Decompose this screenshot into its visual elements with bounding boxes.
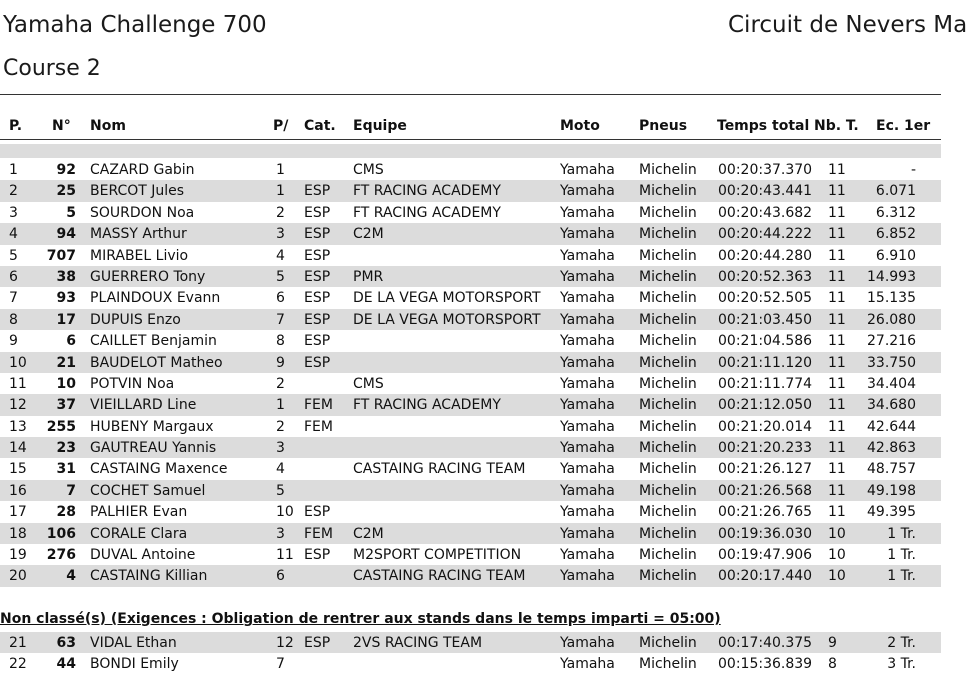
total-time-cell: 00:20:44.280 — [718, 247, 813, 264]
tyres-cell: Michelin — [639, 656, 697, 673]
non-classified-table-body — [0, 632, 941, 675]
tyres-cell: Michelin — [639, 418, 697, 435]
tyres-cell: Michelin — [639, 290, 697, 307]
laps-cell: 11 — [828, 311, 846, 328]
gap-cell: 26.080 — [867, 311, 916, 328]
tyres-cell: Michelin — [639, 333, 697, 350]
category-cell: ESP — [304, 183, 331, 200]
bike-cell: Yamaha — [560, 525, 615, 542]
bike-cell: Yamaha — [560, 482, 615, 499]
rider-name-cell: CORALE Clara — [90, 525, 188, 542]
col-header-position: P. — [9, 118, 23, 134]
bike-cell: Yamaha — [560, 290, 615, 307]
table-row — [0, 653, 941, 674]
bike-cell: Yamaha — [560, 354, 615, 371]
number-cell: 4 — [66, 568, 76, 585]
laps-cell: 11 — [828, 333, 846, 350]
rider-name-cell: CASTAING Maxence — [90, 461, 228, 478]
tyres-cell: Michelin — [639, 635, 697, 651]
laps-cell: 11 — [828, 162, 846, 178]
tyres-cell: Michelin — [639, 397, 697, 414]
table-header — [0, 118, 941, 139]
team-cell: CASTAING RACING TEAM — [353, 461, 526, 478]
page-title: Yamaha Challenge 700 — [3, 12, 267, 38]
position-cell: 17 — [9, 504, 27, 521]
number-cell: 37 — [56, 397, 76, 414]
position-cell: 20 — [9, 568, 27, 585]
laps-cell: 10 — [828, 547, 846, 564]
team-cell: C2M — [353, 226, 384, 243]
gap-cell: 3 Tr. — [887, 656, 916, 673]
category-cell: ESP — [304, 354, 331, 371]
rider-name-cell: DUPUIS Enzo — [90, 311, 181, 328]
gap-cell: 42.644 — [867, 418, 916, 435]
total-time-cell: 00:20:17.440 — [718, 568, 813, 585]
bike-cell: Yamaha — [560, 547, 615, 564]
class-position-cell: 3 — [276, 226, 285, 243]
number-cell: 94 — [56, 226, 76, 243]
category-cell: FEM — [304, 418, 333, 435]
non-classified-label: Non classé(s) (Exigences : Obligation de rentrer aux stands dans le temps imparti = 05:00) — [0, 611, 721, 627]
col-header-class-position: P/ — [273, 118, 289, 134]
number-cell: 31 — [56, 461, 76, 478]
class-position-cell: 8 — [276, 333, 285, 350]
class-position-cell: 12 — [276, 635, 294, 651]
bike-cell: Yamaha — [560, 461, 615, 478]
gap-cell: 49.198 — [867, 482, 916, 499]
rider-name-cell: GUERRERO Tony — [90, 268, 206, 285]
table-row — [0, 287, 941, 308]
laps-cell: 11 — [828, 204, 846, 221]
laps-cell: 10 — [828, 525, 846, 542]
bike-cell: Yamaha — [560, 397, 615, 414]
class-position-cell: 10 — [276, 504, 294, 521]
rider-name-cell: CASTAING Killian — [90, 568, 208, 585]
rider-name-cell: BAUDELOT Matheo — [90, 354, 223, 371]
tyres-cell: Michelin — [639, 311, 697, 328]
tyres-cell: Michelin — [639, 568, 697, 585]
bike-cell: Yamaha — [560, 247, 615, 264]
gap-cell: 1 Tr. — [887, 547, 916, 564]
tyres-cell: Michelin — [639, 162, 697, 178]
bike-cell: Yamaha — [560, 333, 615, 350]
laps-cell: 11 — [828, 226, 846, 243]
total-time-cell: 00:19:47.906 — [718, 547, 813, 564]
total-time-cell: 00:21:11.120 — [718, 354, 813, 371]
bike-cell: Yamaha — [560, 226, 615, 243]
table-row — [0, 330, 941, 351]
number-cell: 93 — [56, 290, 76, 307]
category-cell: ESP — [304, 290, 331, 307]
category-cell: ESP — [304, 204, 331, 221]
number-cell: 276 — [46, 547, 76, 564]
class-position-cell: 1 — [276, 183, 285, 200]
position-cell: 18 — [9, 525, 27, 542]
bike-cell: Yamaha — [560, 375, 615, 392]
table-row — [0, 223, 941, 244]
class-position-cell: 1 — [276, 397, 285, 414]
tyres-cell: Michelin — [639, 204, 697, 221]
position-cell: 22 — [9, 656, 27, 673]
position-cell: 9 — [9, 333, 18, 350]
total-time-cell: 00:20:52.505 — [718, 290, 813, 307]
gap-cell: - — [910, 162, 916, 178]
gap-cell: 2 Tr. — [887, 635, 916, 651]
gap-cell: 1 Tr. — [887, 568, 916, 585]
tyres-cell: Michelin — [639, 375, 697, 392]
rider-name-cell: PALHIER Evan — [90, 504, 188, 521]
col-header-tyres: Pneus — [639, 118, 688, 134]
class-position-cell: 6 — [276, 290, 285, 307]
total-time-cell: 00:20:52.363 — [718, 268, 813, 285]
category-cell: FEM — [304, 525, 333, 542]
total-time-cell: 00:19:36.030 — [718, 525, 813, 542]
gap-cell: 34.404 — [867, 375, 916, 392]
gap-cell: 15.135 — [867, 290, 916, 307]
position-cell: 12 — [9, 397, 27, 414]
laps-cell: 8 — [828, 656, 837, 673]
category-cell: ESP — [304, 635, 331, 651]
laps-cell: 11 — [828, 183, 846, 200]
total-time-cell: 00:21:20.014 — [718, 418, 813, 435]
position-cell: 7 — [9, 290, 18, 307]
bike-cell: Yamaha — [560, 204, 615, 221]
team-cell: DE LA VEGA MOTORSPORT — [353, 290, 541, 307]
team-cell: FT RACING ACADEMY — [353, 183, 501, 200]
class-position-cell: 11 — [276, 547, 294, 564]
table-row — [0, 437, 941, 458]
position-cell: 16 — [9, 482, 27, 499]
col-header-team: Equipe — [353, 118, 407, 134]
table-row — [0, 245, 941, 266]
rider-name-cell: MIRABEL Livio — [90, 247, 189, 264]
total-time-cell: 00:20:43.682 — [718, 204, 813, 221]
team-cell: FT RACING ACADEMY — [353, 397, 501, 414]
rider-name-cell: HUBENY Margaux — [90, 418, 214, 435]
team-cell: PMR — [353, 268, 384, 285]
col-header-laps: Nb. T. — [814, 118, 859, 134]
tyres-cell: Michelin — [639, 504, 697, 521]
laps-cell: 11 — [828, 461, 846, 478]
number-cell: 25 — [56, 183, 76, 200]
bike-cell: Yamaha — [560, 440, 615, 457]
position-cell: 5 — [9, 247, 18, 264]
number-cell: 10 — [56, 375, 76, 392]
table-row — [0, 159, 941, 180]
tyres-cell: Michelin — [639, 440, 697, 457]
tyres-cell: Michelin — [639, 461, 697, 478]
tyres-cell: Michelin — [639, 525, 697, 542]
class-position-cell: 7 — [276, 311, 285, 328]
position-cell: 11 — [9, 375, 27, 392]
header-divider — [0, 139, 941, 140]
laps-cell: 11 — [828, 440, 846, 457]
team-cell: CMS — [353, 162, 384, 178]
category-cell: ESP — [304, 268, 331, 285]
table-row — [0, 544, 941, 565]
total-time-cell: 00:21:03.450 — [718, 311, 813, 328]
table-row — [0, 501, 941, 522]
gap-cell: 14.993 — [867, 268, 916, 285]
class-position-cell: 7 — [276, 656, 285, 673]
rider-name-cell: CAZARD Gabin — [90, 162, 195, 178]
class-position-cell: 2 — [276, 204, 285, 221]
rider-name-cell: POTVIN Noa — [90, 375, 175, 392]
number-cell: 21 — [56, 354, 76, 371]
table-row — [0, 416, 941, 437]
category-cell: ESP — [304, 333, 331, 350]
title-divider — [0, 94, 941, 95]
header-spacer-band — [0, 144, 941, 158]
position-cell: 2 — [9, 183, 18, 200]
col-header-gap: Ec. 1er — [876, 118, 931, 134]
col-header-bike: Moto — [560, 118, 600, 134]
position-cell: 15 — [9, 461, 27, 478]
gap-cell: 34.680 — [867, 397, 916, 414]
tyres-cell: Michelin — [639, 226, 697, 243]
total-time-cell: 00:20:43.441 — [718, 183, 813, 200]
laps-cell: 11 — [828, 418, 846, 435]
bike-cell: Yamaha — [560, 635, 615, 651]
rider-name-cell: VIDAL Ethan — [90, 635, 177, 651]
total-time-cell: 00:21:26.765 — [718, 504, 813, 521]
number-cell: 707 — [46, 247, 76, 264]
class-position-cell: 4 — [276, 461, 285, 478]
table-row — [0, 632, 941, 653]
table-row — [0, 480, 941, 501]
rider-name-cell: VIEILLARD Line — [90, 397, 197, 414]
number-cell: 38 — [56, 268, 76, 285]
laps-cell: 11 — [828, 268, 846, 285]
team-cell: 2VS RACING TEAM — [353, 635, 483, 651]
team-cell: C2M — [353, 525, 384, 542]
bike-cell: Yamaha — [560, 568, 615, 585]
col-header-name: Nom — [90, 118, 126, 134]
team-cell: M2SPORT COMPETITION — [353, 547, 522, 564]
class-position-cell: 5 — [276, 268, 285, 285]
total-time-cell: 00:15:36.839 — [718, 656, 813, 673]
race-subtitle: Course 2 — [3, 56, 101, 81]
rider-name-cell: GAUTREAU Yannis — [90, 440, 217, 457]
rider-name-cell: PLAINDOUX Evann — [90, 290, 221, 307]
class-position-cell: 6 — [276, 568, 285, 585]
class-position-cell: 2 — [276, 375, 285, 392]
position-cell: 4 — [9, 226, 18, 243]
team-cell: FT RACING ACADEMY — [353, 204, 501, 221]
laps-cell: 10 — [828, 568, 846, 585]
table-row — [0, 352, 941, 373]
number-cell: 44 — [56, 656, 76, 673]
bike-cell: Yamaha — [560, 183, 615, 200]
gap-cell: 6.852 — [875, 226, 916, 243]
bike-cell: Yamaha — [560, 268, 615, 285]
rider-name-cell: MASSY Arthur — [90, 226, 187, 243]
class-position-cell: 3 — [276, 525, 285, 542]
position-cell: 14 — [9, 440, 27, 457]
rider-name-cell: DUVAL Antoine — [90, 547, 196, 564]
laps-cell: 9 — [828, 635, 837, 651]
bike-cell: Yamaha — [560, 418, 615, 435]
total-time-cell: 00:21:04.586 — [718, 333, 813, 350]
number-cell: 255 — [46, 418, 76, 435]
total-time-cell: 00:17:40.375 — [718, 635, 813, 651]
table-row — [0, 309, 941, 330]
laps-cell: 11 — [828, 290, 846, 307]
number-cell: 92 — [56, 162, 76, 178]
gap-cell: 33.750 — [867, 354, 916, 371]
gap-cell: 27.216 — [867, 333, 916, 350]
number-cell: 7 — [66, 482, 76, 499]
number-cell: 6 — [66, 333, 76, 350]
rider-name-cell: BERCOT Jules — [90, 183, 185, 200]
position-cell: 10 — [9, 354, 27, 371]
laps-cell: 11 — [828, 247, 846, 264]
table-row — [0, 202, 941, 223]
category-cell: ESP — [304, 547, 331, 564]
total-time-cell: 00:21:26.568 — [718, 482, 813, 499]
team-cell: DE LA VEGA MOTORSPORT — [353, 311, 541, 328]
table-row — [0, 180, 941, 201]
team-cell: CMS — [353, 375, 384, 392]
gap-cell: 48.757 — [867, 461, 916, 478]
class-position-cell: 9 — [276, 354, 285, 371]
bike-cell: Yamaha — [560, 162, 615, 178]
col-header-number: N° — [52, 118, 71, 134]
gap-cell: 6.071 — [875, 183, 916, 200]
gap-cell: 6.910 — [875, 247, 916, 264]
class-position-cell: 2 — [276, 418, 285, 435]
rider-name-cell: SOURDON Noa — [90, 204, 195, 221]
tyres-cell: Michelin — [639, 547, 697, 564]
gap-cell: 1 Tr. — [887, 525, 916, 542]
team-cell: CASTAING RACING TEAM — [353, 568, 526, 585]
position-cell: 19 — [9, 547, 27, 564]
number-cell: 106 — [46, 525, 76, 542]
gap-cell: 42.863 — [867, 440, 916, 457]
position-cell: 8 — [9, 311, 18, 328]
number-cell: 5 — [66, 204, 76, 221]
gap-cell: 6.312 — [875, 204, 916, 221]
laps-cell: 11 — [828, 482, 846, 499]
table-row — [0, 373, 941, 394]
table-row — [0, 394, 941, 415]
category-cell: ESP — [304, 226, 331, 243]
bike-cell: Yamaha — [560, 656, 615, 673]
tyres-cell: Michelin — [639, 482, 697, 499]
category-cell: ESP — [304, 504, 331, 521]
category-cell: ESP — [304, 247, 331, 264]
number-cell: 28 — [56, 504, 76, 521]
position-cell: 3 — [9, 204, 18, 221]
total-time-cell: 00:21:20.233 — [718, 440, 813, 457]
position-cell: 6 — [9, 268, 18, 285]
table-row — [0, 266, 941, 287]
table-row — [0, 565, 941, 586]
col-header-category: Cat. — [304, 118, 336, 134]
results-table-body — [0, 159, 941, 587]
number-cell: 23 — [56, 440, 76, 457]
laps-cell: 11 — [828, 504, 846, 521]
laps-cell: 11 — [828, 354, 846, 371]
tyres-cell: Michelin — [639, 183, 697, 200]
position-cell: 1 — [9, 162, 18, 178]
bike-cell: Yamaha — [560, 504, 615, 521]
gap-cell: 49.395 — [867, 504, 916, 521]
total-time-cell: 00:20:37.370 — [718, 162, 813, 178]
class-position-cell: 3 — [276, 440, 285, 457]
class-position-cell: 1 — [276, 162, 285, 178]
laps-cell: 11 — [828, 375, 846, 392]
tyres-cell: Michelin — [639, 247, 697, 264]
table-row — [0, 523, 941, 544]
class-position-cell: 4 — [276, 247, 285, 264]
category-cell: ESP — [304, 311, 331, 328]
total-time-cell: 00:20:44.222 — [718, 226, 813, 243]
bike-cell: Yamaha — [560, 311, 615, 328]
tyres-cell: Michelin — [639, 268, 697, 285]
category-cell: FEM — [304, 397, 333, 414]
class-position-cell: 5 — [276, 482, 285, 499]
circuit-name: Circuit de Nevers Ma — [728, 12, 967, 38]
position-cell: 13 — [9, 418, 27, 435]
total-time-cell: 00:21:12.050 — [718, 397, 813, 414]
tyres-cell: Michelin — [639, 354, 697, 371]
laps-cell: 11 — [828, 397, 846, 414]
rider-name-cell: COCHET Samuel — [90, 482, 206, 499]
total-time-cell: 00:21:26.127 — [718, 461, 813, 478]
rider-name-cell: BONDI Emily — [90, 656, 179, 673]
col-header-total-time: Temps total — [717, 118, 810, 134]
table-row — [0, 458, 941, 479]
rider-name-cell: CAILLET Benjamin — [90, 333, 217, 350]
total-time-cell: 00:21:11.774 — [718, 375, 813, 392]
position-cell: 21 — [9, 635, 27, 651]
number-cell: 63 — [56, 635, 76, 651]
number-cell: 17 — [56, 311, 76, 328]
